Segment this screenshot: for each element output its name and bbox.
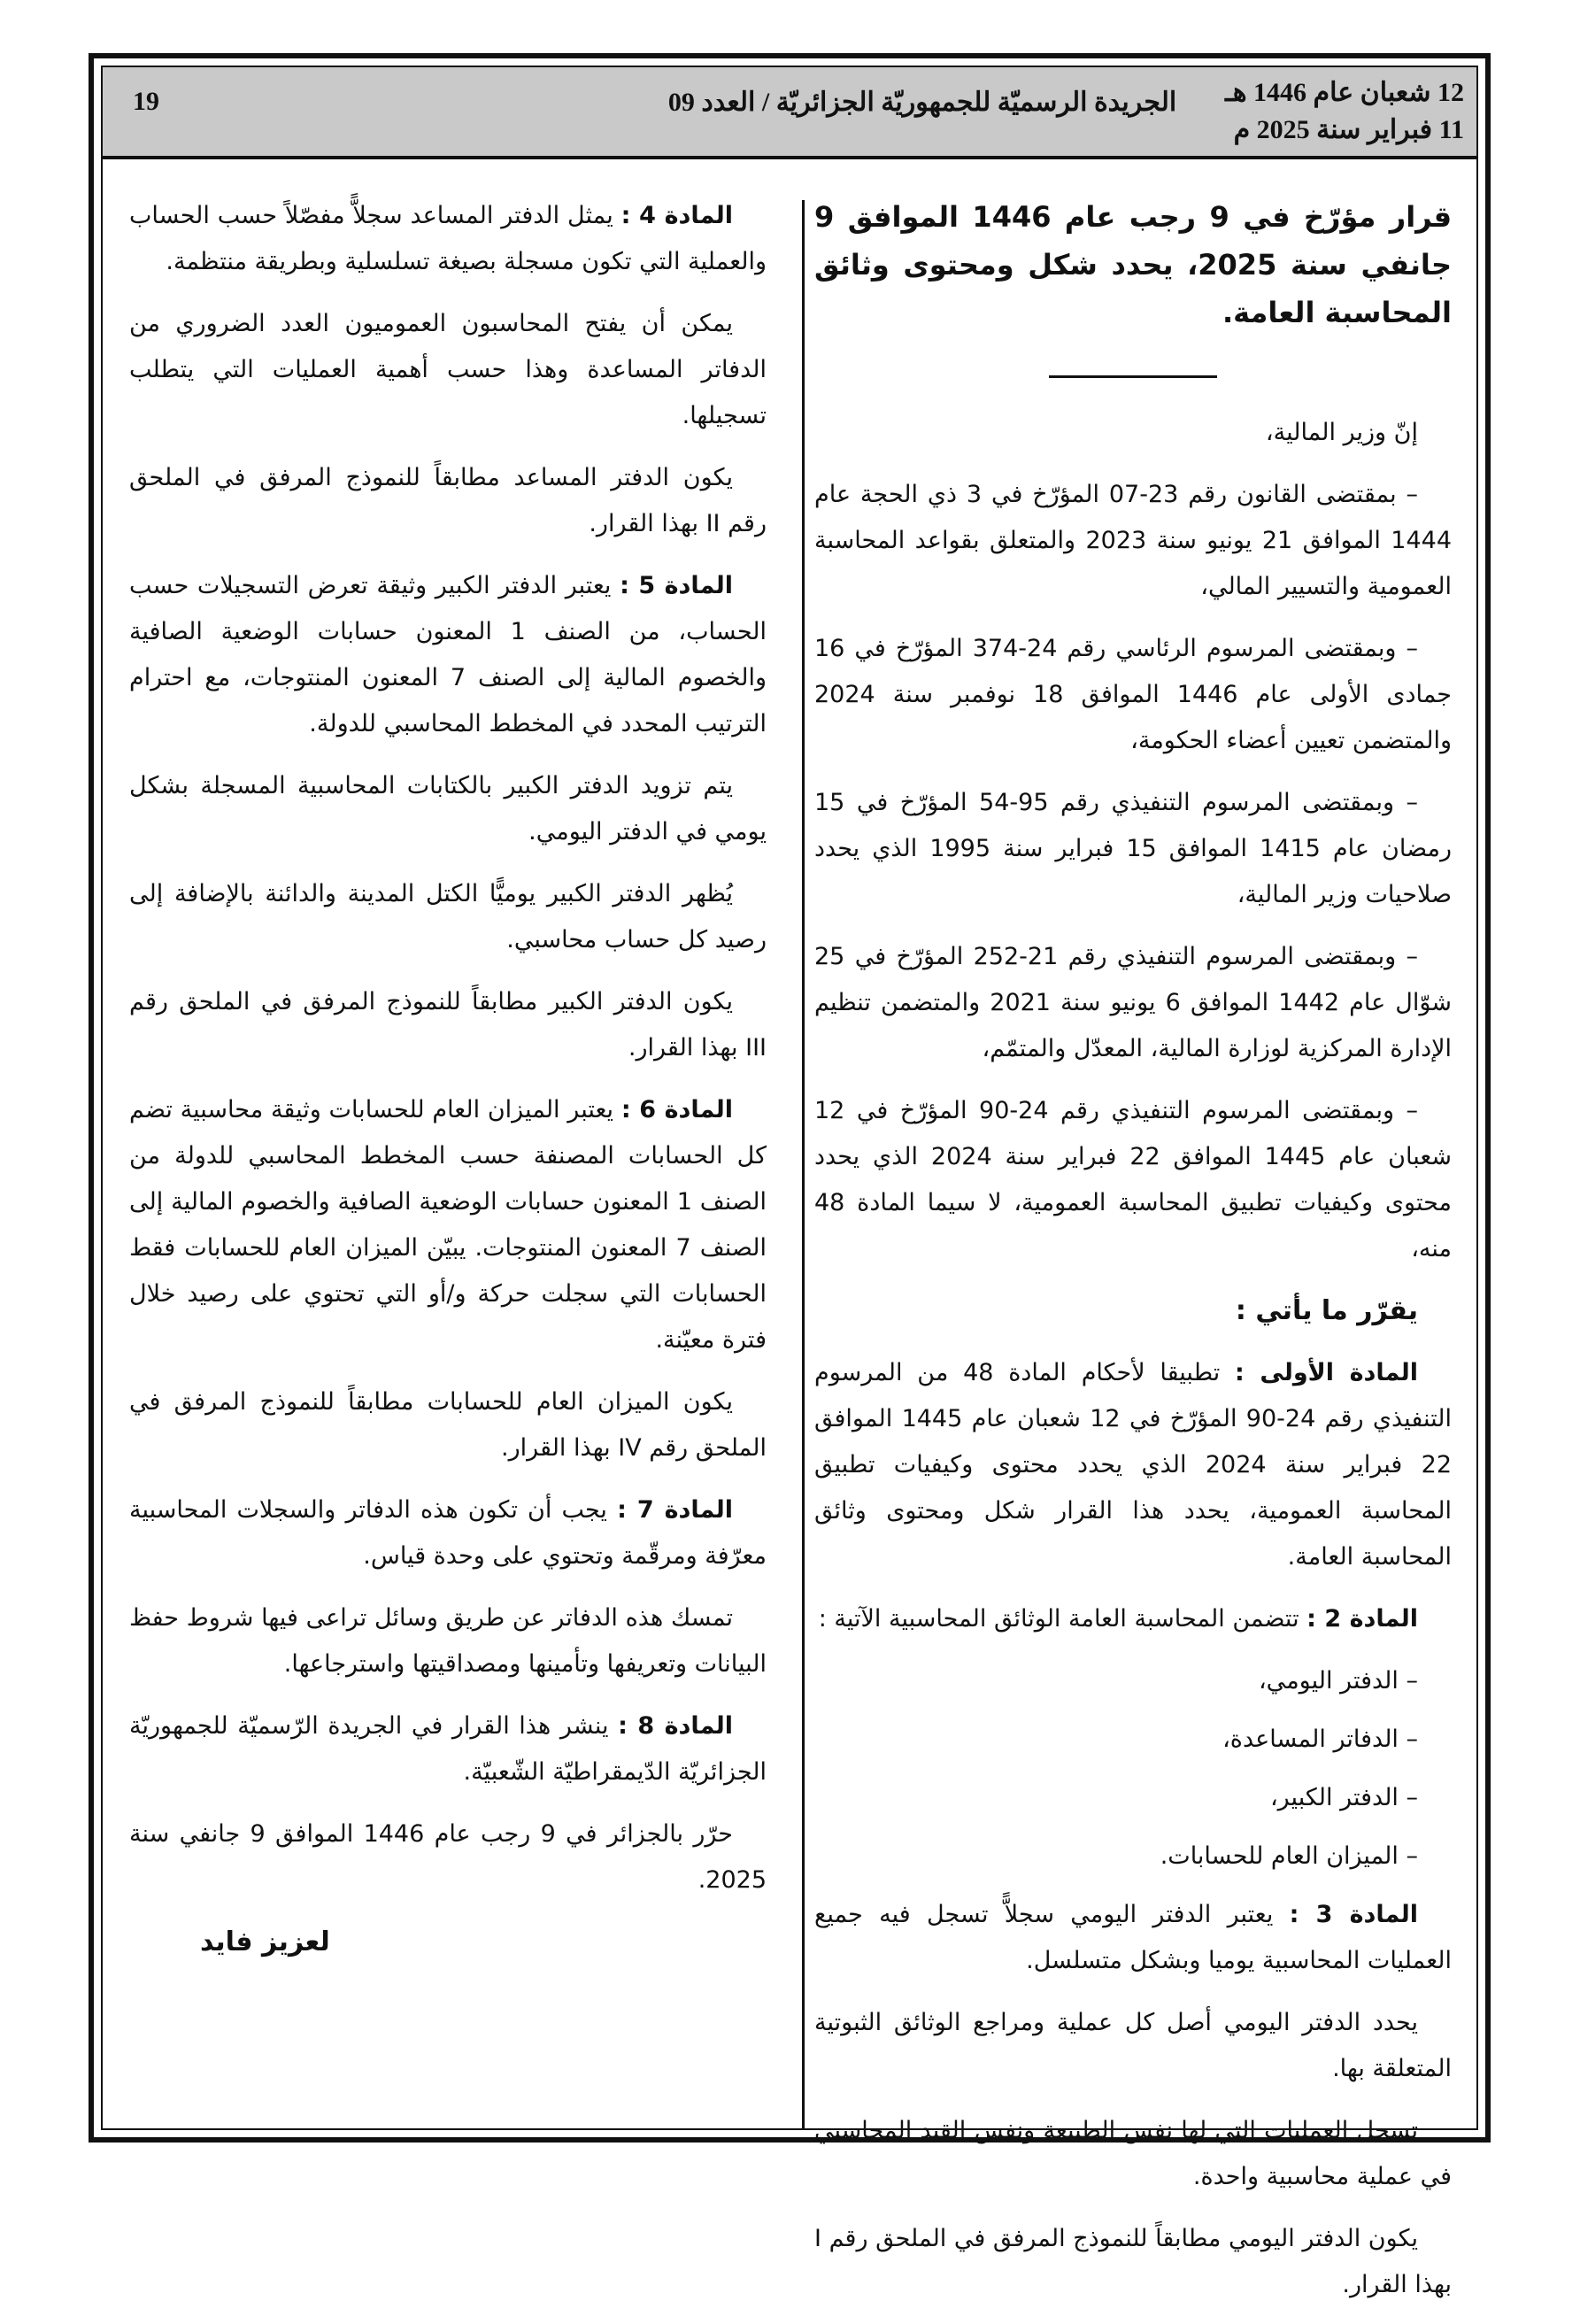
paragraph: يكون الدفتر المساعد مطابقاً للنموذج المرفق في الملحق رقم II بهذا القرار.: [129, 464, 767, 537]
list-item: – الميزان العام للحسابات.: [1160, 1842, 1418, 1870]
paragraph: يكون الميزان العام للحسابات مطابقاً للنموذج المرفق في الملحق رقم IV بهذا القرار.: [129, 1388, 767, 1462]
visa-paragraph: – وبمقتضى المرسوم التنفيذي رقم 21-252 المؤرّخ في 25 شوّال عام 1442 الموافق 6 يونيو سنة 2021 والمتضمن تنظيم الإدارة المركزية لوزارة المالية، المعدّل والمتمّم،: [814, 943, 1452, 1062]
article-2: [814, 1596, 1452, 1642]
paragraph: يحدد الدفتر اليومي أصل كل عملية ومراجع الوثائق الثبوتية المتعلقة بها.: [814, 2009, 1452, 2082]
paragraph: يكون الدفتر اليومي مطابقاً للنموذج المرفق في الملحق رقم I بهذا القرار.: [814, 2225, 1452, 2298]
header-date-hijri: 12 شعبان عام 1446 هـ: [1224, 78, 1464, 107]
article-lead: المادة 8 :: [618, 1712, 734, 1740]
decides-heading: يقرّر ما يأتي :: [1235, 1295, 1418, 1326]
visa-paragraph: – وبمقتضى المرسوم الرئاسي رقم 24-374 المؤرّخ في 16 جمادى الأولى عام 1446 الموافق 18 نوفمبر سنة 2024 والمتضمن تعيين أعضاء الحكومة،: [814, 635, 1452, 754]
article-lead: المادة 4 :: [620, 202, 734, 229]
article-text: تطبيقا لأحكام المادة 48 من المرسوم التنفيذي رقم 24-90 المؤرّخ في 12 شعبان عام 1445 الموافق 22 فبراير سنة 2024 الذي يحدد محتوى وكيفيات تطبيق المحاسبة العمومية، يحدد هذا القرار شكل ومحتوى وثائق المحاسبة العامة.: [814, 1359, 1453, 1571]
page-frame: [89, 53, 1491, 2298]
list-item: – الدفتر الكبير،: [1269, 1784, 1418, 1811]
page-number: 19: [133, 87, 159, 116]
visa-paragraph: – وبمقتضى المرسوم التنفيذي رقم 24-90 المؤرّخ في 12 شعبان عام 1445 الموافق 22 فبراير سنة 2024 الذي يحدد محتوى وكيفيات تطبيق المحاسبة العمومية، لا سيما المادة 48 منه،: [814, 1097, 1452, 1262]
article-text: يجب أن تكون هذه الدفاتر والسجلات المحاسبية معرّفة ومرقّمة وتحتوي على وحدة قياس.: [129, 1496, 767, 1570]
article-lead: المادة 3 :: [1289, 1901, 1418, 1928]
article-text: يمثل الدفتر المساعد سجلاًّ مفصّلاً حسب الحساب والعملية التي تكون مسجلة بصيغة تسلسلية وبطريقة منتظمة.: [129, 202, 767, 275]
article-text: يعتبر الميزان العام للحسابات وثيقة محاسبية تضم كل الحسابات المصنفة حسب المخطط المحاسبي للدولة من الصنف 1 المعنون حسابات الوضعية الصافية والخصوم المالية إلى الصنف 7 المعنون المنتوجات. يبيّن الميزان العام للحسابات فقط الحسابات التي سجلت حركة و/أو التي تحتوي على رصيد خلال فترة معيّنة.: [129, 1096, 767, 1354]
article-3: [814, 1892, 1452, 1984]
article-lead: المادة الأولى :: [1235, 1359, 1418, 1386]
article-4: [129, 193, 767, 285]
article-lead: المادة 6 :: [620, 1096, 734, 1123]
article-7: [129, 1487, 767, 1579]
article-5: [129, 563, 767, 747]
visa-paragraph: – وبمقتضى المرسوم التنفيذي رقم 95-54 المؤرّخ في 15 رمضان عام 1415 الموافق 15 فبراير سنة 1995 الذي يحدد صلاحيات وزير المالية،: [814, 789, 1452, 908]
article-lead: المادة 5 :: [620, 572, 734, 599]
article-lead: المادة 2 :: [1306, 1605, 1418, 1633]
paragraph: يكون الدفتر الكبير مطابقاً للنموذج المرفق في الملحق رقم III بهذا القرار.: [129, 988, 767, 1062]
paragraph: يتم تزويد الدفتر الكبير بالكتابات المحاسبية المسجلة بشكل يومي في الدفتر اليومي.: [129, 772, 767, 845]
paragraph: تسجل العمليات التي لها نفس الطبيعة ونفس القيد المحاسبي في عملية محاسبية واحدة.: [814, 2117, 1452, 2190]
left-column: [129, 193, 767, 1981]
article-6: [129, 1087, 767, 1363]
list-item: – الدفاتر المساعدة،: [1222, 1726, 1418, 1753]
paragraph: يمكن أن يفتح المحاسبون العموميون العدد الضروري من الدفاتر المساعدة وهذا حسب أهمية العمليات التي يتطلب تسجيلها.: [129, 310, 767, 429]
article-lead: المادة 7 :: [617, 1496, 734, 1524]
list-item: – الدفتر اليومي،: [1258, 1667, 1418, 1695]
paragraph: يُظهر الدفتر الكبير يوميًّا الكتل المدينة والدائنة بالإضافة إلى رصيد كل حساب محاسبي.: [129, 880, 767, 954]
article-text: يعتبر الدفتر الكبير وثيقة تعرض التسجيلات حسب الحساب، من الصنف 1 المعنون حسابات الوضعية الصافية والخصوم المالية إلى الصنف 7 المعنون المنتوجات، مع احترام الترتيب المحدد في المخطط المحاسبي للدولة.: [129, 572, 767, 737]
article-text: تتضمن المحاسبة العامة الوثائق المحاسبية الآتية :: [818, 1605, 1307, 1633]
closing-date: حرّر بالجزائر في 9 رجب عام 1446 الموافق 9 جانفي سنة 2025.: [129, 1820, 767, 1894]
gazette-header: [103, 67, 1476, 159]
decree-title: قرار مؤرّخ في 9 رجب عام 1446 الموافق 9 جانفي سنة 2025، يحدد شكل ومحتوى وثائق المحاسبة العامة.: [814, 200, 1453, 329]
opening: إنّ وزير المالية،: [1265, 419, 1418, 446]
visa-paragraph: – بمقتضى القانون رقم 23-07 المؤرّخ في 3 ذي الحجة عام 1444 الموافق 21 يونيو سنة 2023 والمتعلق بقواعد المحاسبة العمومية والتسيير المالي،: [814, 481, 1452, 600]
header-date-gregorian: 11 فبراير سنة 2025 م: [1233, 115, 1464, 144]
article-text: ينشر هذا القرار في الجريدة الرّسميّة للجمهوريّة الجزائريّة الدّيمقراطيّة الشّعبيّة.: [129, 1712, 767, 1786]
page-inner-frame: [101, 66, 1478, 2298]
paragraph: تمسك هذه الدفاتر عن طريق وسائل تراعى فيها شروط حفظ البيانات وتعريفها وتأمينها ومصداقيتها واسترجاعها.: [129, 1604, 767, 1678]
article-1: [814, 1350, 1452, 1580]
article-text: يعتبر الدفتر اليومي سجلاًّ تسجل فيه جميع العمليات المحاسبية يوميا وبشكل متسلسل.: [814, 1901, 1452, 1974]
header-title: الجريدة الرسميّة للجمهوريّة الجزائريّة / العدد 09: [667, 88, 1177, 117]
article-8: [129, 1703, 767, 1795]
title-rule: [1049, 375, 1217, 378]
column-divider: [802, 200, 805, 2130]
right-column: [814, 193, 1452, 2324]
signature: لعزيز فايد: [200, 1926, 330, 1957]
